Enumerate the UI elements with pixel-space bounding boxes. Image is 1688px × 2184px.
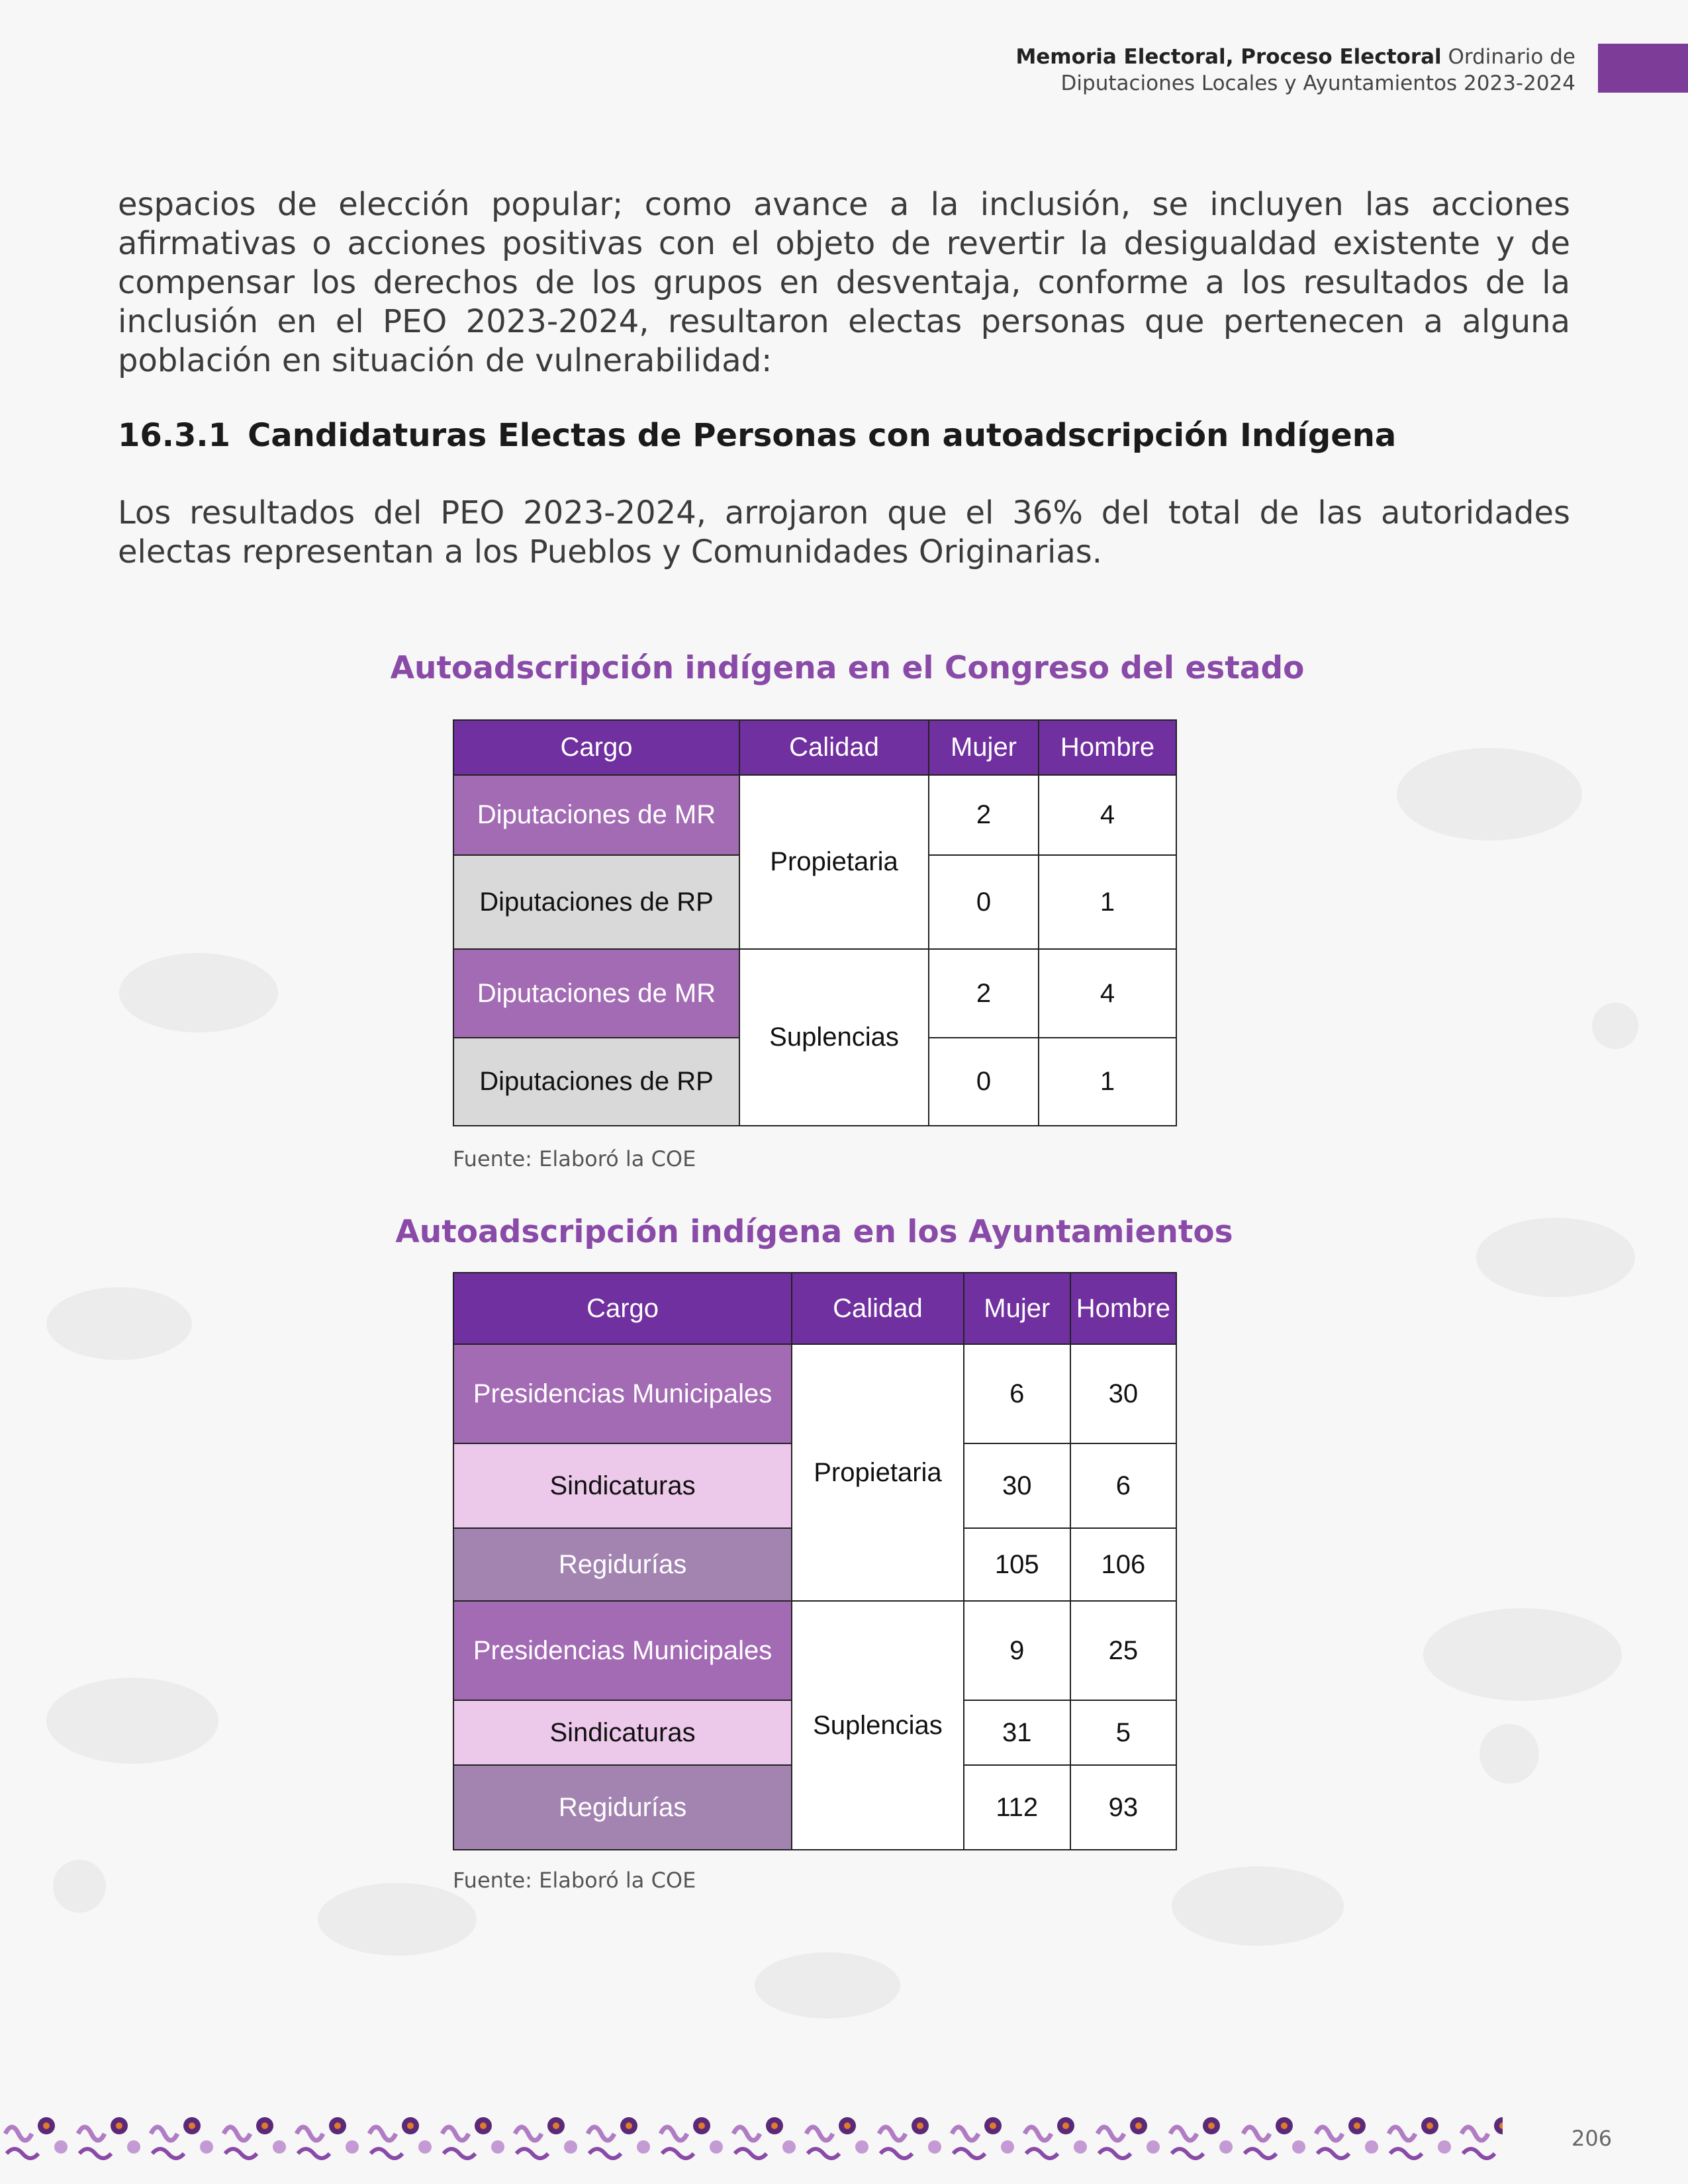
table-row — [453, 1344, 1176, 1443]
section-number: 16.3.1 — [118, 417, 231, 454]
hombre-cell: 5 — [1070, 1700, 1176, 1765]
hombre-cell: 30 — [1070, 1344, 1176, 1443]
ayuntamientos-table — [453, 1272, 1177, 1850]
hombre-cell: 93 — [1070, 1765, 1176, 1850]
cargo-cell: Presidencias Municipales — [453, 1601, 792, 1700]
table1-source: Fuente: Elaboró la COE — [453, 1146, 696, 1171]
mujer-cell: 6 — [964, 1344, 1070, 1443]
cargo-cell: Presidencias Municipales — [453, 1344, 792, 1443]
col-header-calidad: Calidad — [792, 1273, 964, 1344]
mujer-cell: 31 — [964, 1700, 1070, 1765]
section-title: Candidaturas Electas de Personas con autoadscripción Indígena — [248, 417, 1397, 454]
col-header-hombre: Hombre — [1039, 720, 1176, 775]
mujer-cell: 2 — [929, 949, 1039, 1038]
table1-title: Autoadscripción indígena en el Congreso del estado — [390, 650, 1305, 686]
cargo-cell: Sindicaturas — [453, 1700, 792, 1765]
header-bold-title: Memoria Electoral, Proceso Electoral — [1015, 45, 1442, 69]
mujer-cell: 2 — [929, 775, 1039, 855]
congreso-table — [453, 719, 1177, 1126]
mujer-cell: 30 — [964, 1443, 1070, 1528]
cargo-cell: Sindicaturas — [453, 1443, 792, 1528]
hombre-cell: 25 — [1070, 1601, 1176, 1700]
cargo-cell: Diputaciones de MR — [453, 775, 739, 855]
mujer-cell: 0 — [929, 1038, 1039, 1126]
cargo-cell: Diputaciones de RP — [453, 1038, 739, 1126]
header-accent-bar — [1598, 44, 1688, 93]
hombre-cell: 1 — [1039, 855, 1176, 949]
hombre-cell: 4 — [1039, 775, 1176, 855]
col-header-cargo: Cargo — [453, 1273, 792, 1344]
mujer-cell: 112 — [964, 1765, 1070, 1850]
cargo-cell: Regidurías — [453, 1528, 792, 1601]
cargo-cell: Regidurías — [453, 1765, 792, 1850]
hombre-cell: 6 — [1070, 1443, 1176, 1528]
cargo-cell: Diputaciones de MR — [453, 949, 739, 1038]
table2-source: Fuente: Elaboró la COE — [453, 1868, 696, 1893]
hombre-cell: 106 — [1070, 1528, 1176, 1601]
calidad-cell: Propietaria — [739, 775, 929, 949]
embroidery-footer-band — [0, 2107, 1503, 2167]
hombre-cell: 1 — [1039, 1038, 1176, 1126]
header-title-rest: Ordinario de — [1441, 45, 1575, 69]
results-paragraph: Los resultados del PEO 2023-2024, arrojaron que el 36% del total de las autoridades electas representan a los Pueblos y Comunidades Originarias. — [118, 494, 1570, 570]
mujer-cell: 105 — [964, 1528, 1070, 1601]
calidad-cell: Suplencias — [739, 949, 929, 1126]
table-row — [453, 775, 1176, 855]
intro-paragraph: espacios de elección popular; como avance a la inclusión, se incluyen las acciones afirmativas o acciones positivas con el objeto de revertir la desigualdad existente y de compensar los derechos de los grupos en desventaja, conforme a los resultados de la inclusión en el PEO 2023-2024, resultaron electas personas que pertenecen a alguna población en situación de vulnerabilidad: — [118, 186, 1570, 379]
table-row — [453, 1601, 1176, 1700]
header-subtitle: Diputaciones Locales y Ayuntamientos 2023-2024 — [1060, 71, 1575, 95]
table-row — [453, 949, 1176, 1038]
table2-title: Autoadscripción indígena en los Ayuntamientos — [395, 1214, 1233, 1250]
section-heading — [118, 417, 1396, 454]
mujer-cell: 0 — [929, 855, 1039, 949]
running-header — [1015, 44, 1575, 97]
col-header-mujer: Mujer — [964, 1273, 1070, 1344]
col-header-calidad: Calidad — [739, 720, 929, 775]
col-header-mujer: Mujer — [929, 720, 1039, 775]
cargo-cell: Diputaciones de RP — [453, 855, 739, 949]
calidad-cell: Suplencias — [792, 1601, 964, 1850]
col-header-cargo: Cargo — [453, 720, 739, 775]
calidad-cell: Propietaria — [792, 1344, 964, 1601]
col-header-hombre: Hombre — [1070, 1273, 1176, 1344]
page-number: 206 — [1571, 2126, 1613, 2151]
hombre-cell: 4 — [1039, 949, 1176, 1038]
mujer-cell: 9 — [964, 1601, 1070, 1700]
